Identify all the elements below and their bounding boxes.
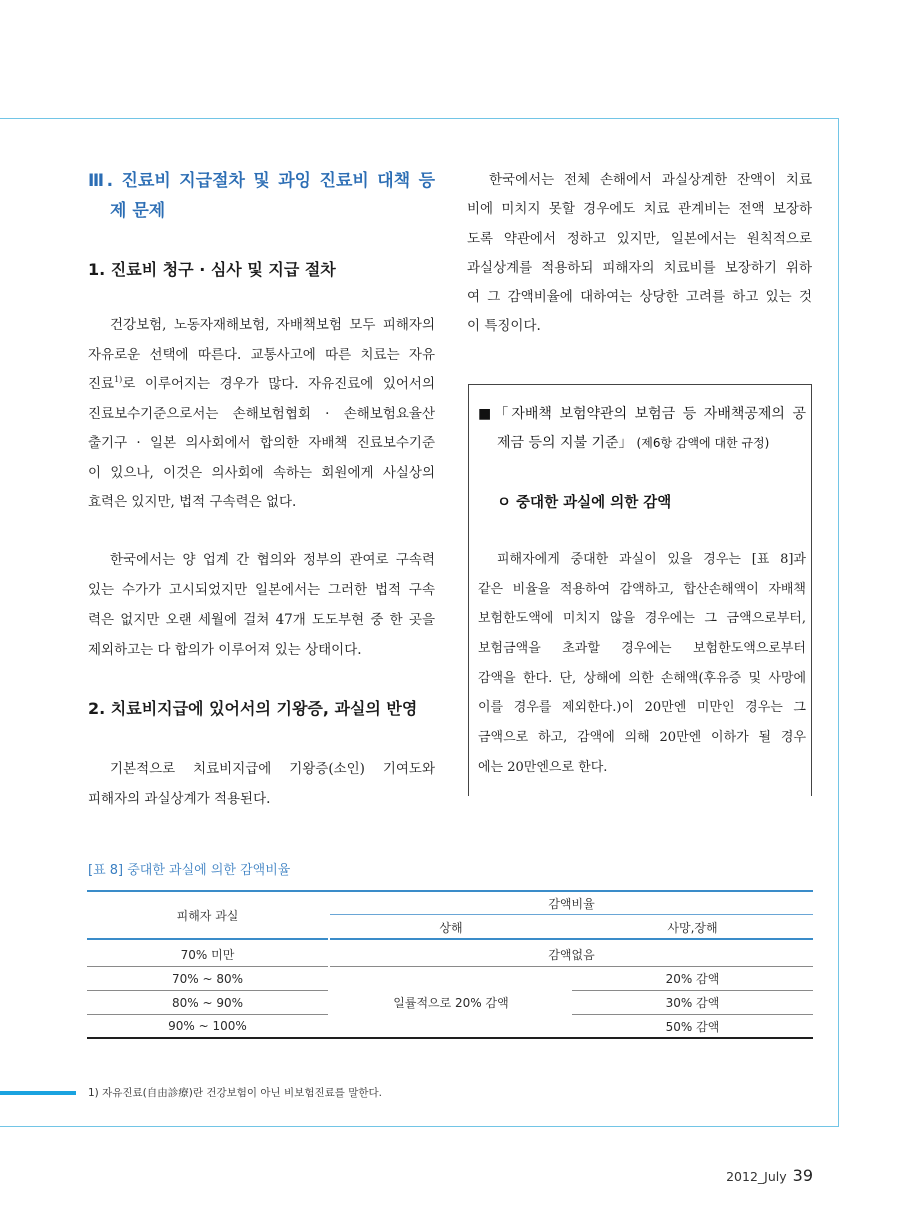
table-cell-fault: 90% ~ 100% [168,1019,247,1033]
subsection-title: 2. 치료비지급에 있어서의 기왕증, 과실의 반영 [88,699,418,718]
paragraph-line: 력은 없지만 오랜 세월에 걸쳐 47개 도도부현 중 한 곳을 [88,612,435,628]
reduction-rate-table [87,890,813,1039]
table-cell-injury-merged: 일률적으로 20% 감액 [393,995,509,1010]
paragraph-line: 제외하고는 다 합의가 이루어져 있는 상태이다. [88,642,362,658]
table-cell-fault: 70% ~ 80% [87,967,328,991]
paragraph-line: 감액을 한다. 단, 상해에 의한 손해액(후유증 및 사망에 [478,670,806,686]
paragraph-line: 건강보험, 노동자재해보험, 자배책보험 모두 피해자의 [110,317,435,333]
paragraph-line: 이 있으나, 이것은 의사회에 속하는 회원에게 사실상의 [88,464,435,481]
paragraph-line: 같은 비율을 적용하여 감액하고, 합산손해액이 자배책 [478,581,806,597]
paragraph [88,754,435,814]
header-cell-injury: 상해 [330,916,572,940]
paragraph-line: 피해자에게 중대한 과실이 있을 경우는 [표 8]과 [497,552,806,567]
section-title [88,166,435,226]
box-heading-note: (제6항 감액에 대한 규정) [636,435,770,450]
box-heading-text: 제금 등의 지불 기준」 [497,434,633,451]
paragraph-line: 진료보수기준으로서는 손해보험협회 · 손해보험요율산 [88,405,435,422]
header-cell-reduction: 감액비율 [330,892,813,915]
paragraph-line: 한국에서는 전체 손해에서 과실상계한 잔액이 치료 [489,172,812,188]
section-title-line: Ⅲ. 진료비 지급절차 및 과잉 진료비 대책 등 [88,171,435,191]
paragraph [467,166,812,342]
footnote: 1) 자유진료(自由診療)란 건강보험이 아닌 비보험진료를 말한다. [88,1087,382,1099]
header-cell-death-disability: 사망,장해 [572,916,813,940]
paragraph [88,545,435,665]
paragraph-line: 피해자의 과실상계가 적용된다. [88,791,271,807]
table-cell-fault: 70% 미만 [87,942,328,967]
paragraph-line: 에는 20만엔으로 한다. [478,759,608,775]
paragraph-line: 도록 약관에서 정하고 있지만, 일본에서는 원칙적으로 [467,230,812,247]
table-caption: [표 8] 중대한 과실에 의한 감액비율 [88,863,291,878]
issue-label: 2012_July [726,1169,787,1184]
table-cell-no-reduction: 감액없음 [330,942,813,967]
paragraph-line: 한국에서는 양 업계 간 협의와 정부의 관여로 구속력 [110,552,435,568]
table-cell-fault: 80% ~ 90% [87,991,328,1015]
page-folio [726,1166,813,1185]
box-heading-line: ■「자배책 보험약관의 보험금 등 자배책공제의 공 [478,405,806,422]
box-heading-line [478,429,806,458]
text-segment: 로 이루어지는 경우가 많다. 자유진료에 있어서의 [122,376,435,392]
table-cell-death-disability: 20% 감액 [572,967,813,991]
paragraph-line: 효력은 있지만, 법적 구속력은 없다. [88,494,297,510]
subsection-title: 1. 진료비 청구 · 심사 및 지급 절차 [88,260,336,279]
paragraph-line: 여 그 감액비율에 대하여는 상당한 고려를 하고 있는 것 [467,289,812,306]
footnote-bar [0,1091,76,1095]
box-heading [478,400,806,458]
section-title-line: 제 문제 [110,201,166,221]
page-number: 39 [792,1166,813,1185]
paragraph-line: 과실상계를 적용하되 피해자의 치료비를 보장하기 위하 [467,259,812,276]
paragraph-line: 금액으로 하고, 감액에 의해 20만엔 이하가 될 경우 [478,730,806,746]
paragraph-line: 보험금액을 초과할 경우에는 보험한도액으로부터 [478,641,806,657]
table-cell-death-disability: 30% 감액 [572,991,813,1015]
header-cell-fault: 피해자 과실 [87,892,328,940]
paragraph-line: 이 특징이다. [467,318,541,335]
text-segment: 진료 [88,376,115,392]
paragraph-line [88,370,435,400]
table-cell-death-disability: 50% 감액 [665,1019,720,1034]
paragraph-line: 있는 수가가 고시되었지만 일본에서는 그러한 법적 구속 [88,582,435,598]
regulation-box [468,384,812,796]
paragraph [88,311,435,518]
paragraph-line: 출기구 · 일본 의사회에서 합의한 자배책 진료보수기준 [88,435,435,451]
paragraph-line: 이를 경우를 제외한다.)이 20만엔 미만인 경우는 그 [478,700,806,716]
box-paragraph [478,545,806,783]
paragraph-line: 비에 미치지 못할 경우에도 치료 관계비는 전액 보장하 [467,201,812,218]
paragraph-line: 기본적으로 치료비지급에 기왕증(소인) 기여도와 [110,761,435,777]
paragraph-line: 자유로운 선택에 따른다. 교통사고에 따른 치료는 자유 [88,346,435,363]
box-subheading: ㅇ 중대한 과실에 의한 감액 [497,494,672,511]
paragraph-line: 보험한도액에 미치지 않을 경우에는 그 금액으로부터, [478,611,806,627]
footnote-ref: 1) [114,375,123,384]
